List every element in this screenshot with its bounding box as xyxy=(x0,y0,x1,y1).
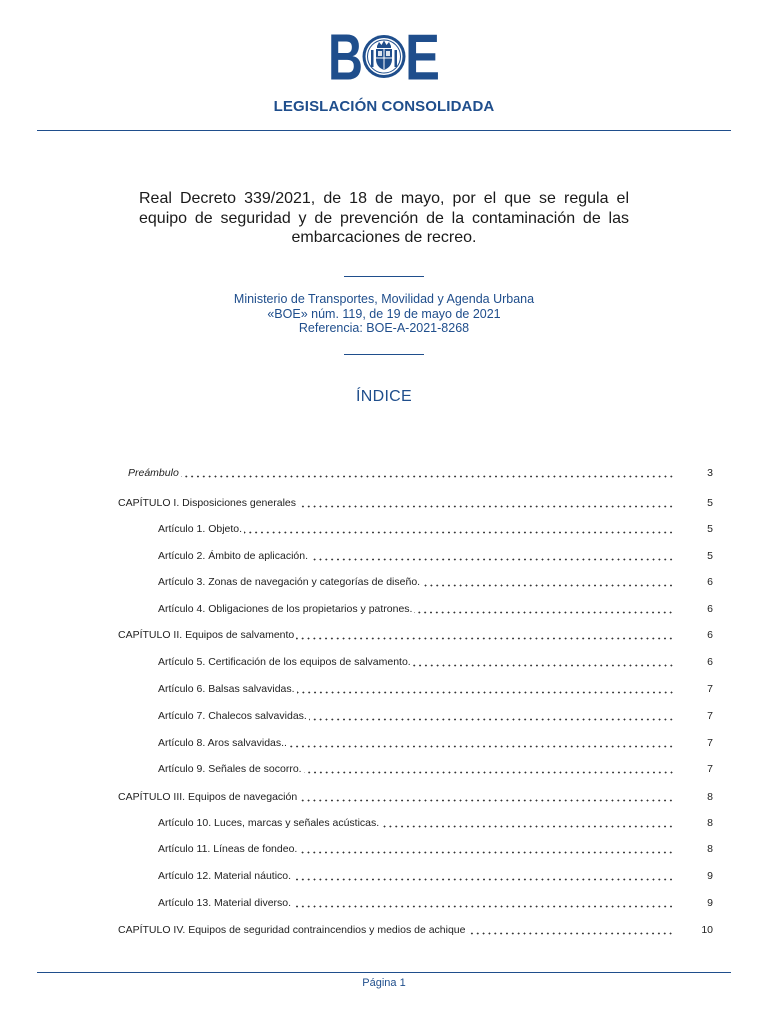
dot-leader xyxy=(381,816,675,830)
toc-entry-label: CAPÍTULO I. Disposiciones generales xyxy=(118,497,296,509)
toc-entry-article-4[interactable] xyxy=(158,602,713,616)
boe-issue: «BOE» núm. 119, de 19 de mayo de 2021 xyxy=(267,306,501,321)
toc-page-number: 7 xyxy=(707,710,713,722)
boe-logo xyxy=(328,20,440,94)
document-reference: Referencia: BOE-A-2021-8268 xyxy=(298,321,470,335)
toc-entry-chapter-1[interactable] xyxy=(118,496,713,510)
toc-entry-label: Artículo 7. Chalecos salvavidas. xyxy=(158,710,307,722)
toc-entry-article-9[interactable] xyxy=(158,762,713,776)
toc-entry-label: Artículo 11. Líneas de fondeo. xyxy=(158,843,298,855)
header-divider xyxy=(37,130,731,131)
toc-page-number: 6 xyxy=(707,603,713,615)
dot-leader xyxy=(244,522,675,536)
toc-page-number: 6 xyxy=(707,576,713,588)
toc-page-number: 8 xyxy=(707,817,713,829)
toc-page-number: 5 xyxy=(707,523,713,535)
toc-entry-article-8[interactable] xyxy=(158,736,713,750)
toc-page-number: 10 xyxy=(701,924,713,936)
dot-leader xyxy=(309,709,675,723)
dot-leader xyxy=(299,790,675,804)
toc-page-number: 7 xyxy=(707,683,713,695)
toc-entry-article-7[interactable] xyxy=(158,709,713,723)
toc-entry-chapter-3[interactable] xyxy=(118,790,713,804)
page-number: Página 1 xyxy=(362,977,406,989)
toc-entry-label: Artículo 8. Aros salvavidas.. xyxy=(158,737,287,749)
toc-entry-label: Artículo 3. Zonas de navegación y categorías de diseño. xyxy=(158,576,421,588)
toc-entry-label: Artículo 10. Luces, marcas y señales acústicas. xyxy=(158,817,380,829)
toc-entry-article-1[interactable] xyxy=(158,522,713,536)
toc-entry-preamble[interactable] xyxy=(128,466,713,480)
toc-entry-label: Artículo 4. Obligaciones de los propietarios y patrones. xyxy=(158,603,413,615)
toc-entry-label: CAPÍTULO IV. Equipos de seguridad contraincendios y medios de achique xyxy=(118,924,466,936)
toc-entry-label: Artículo 2. Ámbito de aplicación. xyxy=(158,550,308,562)
dot-leader xyxy=(422,575,675,589)
toc-entry-article-10[interactable] xyxy=(158,816,713,830)
dot-leader xyxy=(293,896,675,910)
dot-leader xyxy=(289,736,675,750)
toc-page-number: 6 xyxy=(707,629,713,641)
toc-entry-article-6[interactable] xyxy=(158,682,713,696)
toc-page-number: 3 xyxy=(707,467,713,479)
toc-entry-article-11[interactable] xyxy=(158,842,713,856)
toc-page-number: 7 xyxy=(707,763,713,775)
toc-page-number: 7 xyxy=(707,737,713,749)
title-separator xyxy=(344,276,424,277)
dot-leader xyxy=(310,549,675,563)
reference-separator xyxy=(344,354,424,355)
boe-logo-graphic xyxy=(328,20,440,94)
toc-entry-label: Preámbulo xyxy=(128,467,179,479)
index-heading: ÍNDICE xyxy=(355,388,413,405)
toc-page-number: 9 xyxy=(707,897,713,909)
dot-leader xyxy=(297,682,675,696)
toc-page-number: 6 xyxy=(707,656,713,668)
toc-page-number: 9 xyxy=(707,870,713,882)
footer-divider xyxy=(37,972,731,973)
dot-leader xyxy=(299,842,675,856)
toc-entry-article-12[interactable] xyxy=(158,869,713,883)
toc-entry-label: Artículo 13. Material diverso. xyxy=(158,897,292,909)
toc-entry-label: Artículo 1. Objeto. xyxy=(158,523,243,535)
toc-page-number: 5 xyxy=(707,497,713,509)
ministry-name: Ministerio de Transportes, Movilidad y Agenda Urbana xyxy=(233,292,535,306)
dot-leader xyxy=(296,628,675,642)
dot-leader xyxy=(413,655,675,669)
toc-entry-chapter-4[interactable] xyxy=(118,923,713,937)
toc-entry-article-5[interactable] xyxy=(158,655,713,669)
toc-entry-article-13[interactable] xyxy=(158,896,713,910)
dot-leader xyxy=(467,923,675,937)
toc-page-number: 8 xyxy=(707,843,713,855)
section-title: LEGISLACIÓN CONSOLIDADA xyxy=(273,98,495,115)
logo-letter-b: B xyxy=(328,20,363,94)
dot-leader xyxy=(181,466,675,480)
toc-entry-label: CAPÍTULO III. Equipos de navegación xyxy=(118,791,298,803)
toc-entry-label: Artículo 12. Material náutico. xyxy=(158,870,292,882)
coat-of-arms-icon xyxy=(363,35,406,78)
toc-entry-label: Artículo 9. Señales de socorro. xyxy=(158,763,302,775)
toc-entry-label: Artículo 5. Certificación de los equipos de salvamento. xyxy=(158,656,411,668)
toc-entry-article-3[interactable] xyxy=(158,575,713,589)
dot-leader xyxy=(293,869,675,883)
dot-leader xyxy=(304,762,675,776)
logo-letter-e: E xyxy=(405,20,440,94)
toc-entry-article-2[interactable] xyxy=(158,549,713,563)
toc-page-number: 5 xyxy=(707,550,713,562)
toc-page-number: 8 xyxy=(707,791,713,803)
dot-leader xyxy=(298,496,675,510)
toc-entry-label: Artículo 6. Balsas salvavidas. xyxy=(158,683,295,695)
toc-entry-label: CAPÍTULO II. Equipos de salvamento xyxy=(118,629,295,641)
dot-leader xyxy=(414,602,675,616)
toc-entry-chapter-2[interactable] xyxy=(118,628,713,642)
document-title: Real Decreto 339/2021, de 18 de mayo, por el que se regula el equipo de seguridad y de prevención de la contaminación de las embarcaciones de recreo. xyxy=(139,190,629,246)
